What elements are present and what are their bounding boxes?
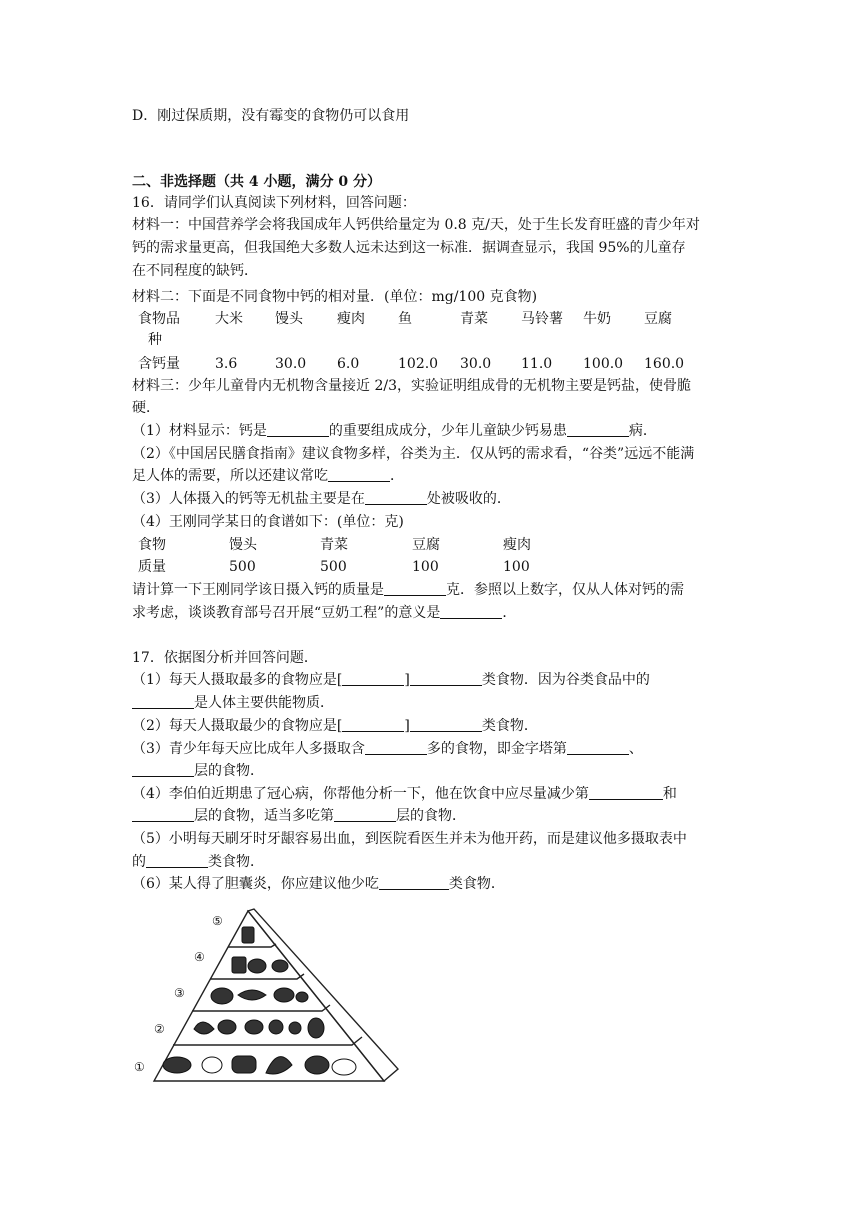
pyramid-side bbox=[248, 909, 398, 1081]
q17-part4-line1: （4）李伯伯近期患了冠心病，你帮他分析一下，他在饮食中应尽量减少第 和 bbox=[132, 786, 677, 802]
level-5-label: ⑤ bbox=[212, 914, 223, 928]
answer-blank[interactable] bbox=[132, 694, 194, 709]
food-cell: 鱼 bbox=[398, 311, 412, 327]
q17-part5-line1: （5）小明每天刷牙时牙龈容易出血，到医院看医生并未为他开药，而是建议他多摄取表中 bbox=[132, 831, 687, 847]
answer-blank[interactable] bbox=[365, 740, 427, 755]
value-cell: 100 bbox=[503, 559, 530, 575]
cup-icon bbox=[272, 960, 288, 972]
value-cell: 11.0 bbox=[521, 356, 553, 372]
food-cell: 青菜 bbox=[460, 311, 488, 327]
food-cell: 瘦肉 bbox=[337, 311, 365, 327]
q17-part6: （6）某人得了胆囊炎，你应建议他少吃 类食物． bbox=[132, 876, 505, 892]
value-cell: 100.0 bbox=[583, 356, 624, 372]
grapes-icon bbox=[308, 1018, 324, 1038]
apple-icon bbox=[269, 1020, 283, 1034]
answer-blank[interactable] bbox=[334, 807, 396, 822]
answer-blank[interactable] bbox=[146, 853, 208, 868]
egg-icon bbox=[296, 992, 308, 1002]
value-cell: 160.0 bbox=[644, 356, 685, 372]
level-1-label: ① bbox=[134, 1060, 145, 1074]
q17-part5-line2: 的 类食物． bbox=[132, 854, 264, 870]
rice-bowl-icon bbox=[332, 1059, 356, 1075]
value-cell: 30.0 bbox=[275, 356, 307, 372]
meat-icon bbox=[211, 988, 233, 1004]
food-pyramid-figure bbox=[132, 905, 402, 1097]
q16-material2: 材料二：下面是不同食物中钙的相对量．(单位：mg/100 克食物) bbox=[132, 289, 538, 305]
bean-bowl-icon bbox=[248, 959, 266, 973]
table-row-label: 食物 bbox=[138, 537, 166, 553]
q16-material1-line3: 在不同程度的缺钙． bbox=[132, 263, 258, 279]
fruit-icon bbox=[245, 1020, 263, 1034]
bun-icon bbox=[202, 1057, 222, 1073]
q16-part2-line2: 足人体的需要，所以还建议常吃 ． bbox=[132, 468, 404, 484]
q16-part4: （4）王刚同学某日的食谱如下：(单位：克) bbox=[132, 514, 404, 530]
q16-material1-line1: 材料一：中国营养学会将我国成年人钙供给量定为 0.8 克/天，处于生长发育旺盛的青少年对 bbox=[132, 217, 700, 233]
answer-blank[interactable] bbox=[567, 740, 629, 755]
q16-part3: （3）人体摄入的钙等无机盐主要是在 处被吸收的． bbox=[132, 491, 511, 507]
noodles-icon bbox=[305, 1056, 329, 1074]
q16-part1: （1）材料显示：钙是 的重要组成成分，少年儿童缺少钙易患 病． bbox=[132, 423, 657, 439]
answer-blank[interactable] bbox=[328, 467, 390, 482]
q16-part2-line1: （2）《中国居民膳食指南》建议食物多样，谷类为主．仅从钙的需求看，“谷类”远远不能满 bbox=[132, 446, 695, 462]
oil-bottle-icon bbox=[242, 927, 254, 943]
level-2-label: ② bbox=[154, 1022, 165, 1036]
orange-icon bbox=[289, 1022, 301, 1034]
q17-part3-line2: 层的食物． bbox=[132, 761, 264, 781]
level-3-label: ③ bbox=[174, 986, 185, 1000]
food-cell: 豆腐 bbox=[644, 311, 672, 327]
fish-icon bbox=[238, 990, 266, 1000]
section-title: 二、非选择题（共 4 小题，满分 0 分） bbox=[132, 174, 381, 190]
answer-blank[interactable] bbox=[379, 875, 449, 890]
food-cell: 马铃薯 bbox=[521, 311, 563, 327]
table-row-label: 质量 bbox=[138, 559, 166, 575]
q16-part4-line2: 求考虑，谈谈教育部号召开展“豆奶工程”的意义是 ． bbox=[132, 605, 517, 621]
answer-blank[interactable] bbox=[589, 785, 663, 800]
table-row-label: 含钙量 bbox=[138, 356, 180, 372]
milk-carton-icon bbox=[232, 957, 246, 973]
answer-blank[interactable] bbox=[384, 581, 446, 596]
q17-part2: （2）每天人摄取最少的食物应是[ ] 类食物． bbox=[132, 718, 538, 734]
q17-part1-line2: 是人体主要供能物质． bbox=[132, 693, 334, 713]
value-cell: 3.6 bbox=[215, 356, 238, 372]
answer-blank[interactable] bbox=[342, 671, 404, 686]
q16-material3-line2: 硬． bbox=[132, 400, 160, 416]
eggplant-icon bbox=[194, 1022, 214, 1034]
answer-blank[interactable] bbox=[567, 422, 629, 437]
food-cell: 青菜 bbox=[320, 537, 348, 553]
food-cell: 大米 bbox=[215, 311, 243, 327]
q17-part3-line1: （3）青少年每天应比成年人多摄取含 多的食物，即金字塔第 、 bbox=[132, 741, 643, 757]
q16-material1-line2: 钙的需求量更高，但我国绝大多数人远未达到这一标准．据调查显示，我国 95%的儿童存 bbox=[132, 240, 686, 256]
table-head-cont: 种 bbox=[148, 332, 162, 348]
q16-material3-line1: 材料三：少年儿童骨内无机物含量接近 2/3，实验证明组成骨的无机物主要是钙盐，使骨脆 bbox=[132, 378, 691, 394]
q16-part4-line1: 请计算一下王刚同学该日摄入钙的质量是 克．参照以上数字，仅从人体对钙的需 bbox=[132, 582, 684, 598]
q17-part1-line1: （1）每天人摄取最多的食物应是[ ] 类食物．因为谷类食品中的 bbox=[132, 672, 650, 688]
option-d: D．刚过保质期，没有霉变的食物仍可以食用 bbox=[132, 108, 410, 124]
food-cell: 馒头 bbox=[229, 537, 257, 553]
sweet-potato-icon bbox=[163, 1057, 191, 1073]
corn-icon bbox=[266, 1057, 292, 1074]
food-cell: 牛奶 bbox=[583, 311, 611, 327]
answer-blank[interactable] bbox=[410, 717, 482, 732]
answer-blank[interactable] bbox=[267, 422, 329, 437]
value-cell: 100 bbox=[412, 559, 439, 575]
q17-part4-line2: 层的食物，适当多吃第 层的食物． bbox=[132, 806, 466, 826]
answer-blank[interactable] bbox=[132, 762, 194, 777]
level-4-label: ④ bbox=[194, 950, 205, 964]
food-cell: 馒头 bbox=[275, 311, 303, 327]
answer-blank[interactable] bbox=[410, 671, 482, 686]
answer-blank[interactable] bbox=[132, 807, 194, 822]
table-head: 食物品 bbox=[138, 311, 180, 327]
cabbage-icon bbox=[218, 1020, 236, 1034]
food-cell: 瘦肉 bbox=[503, 537, 531, 553]
poultry-icon bbox=[274, 988, 294, 1002]
q17-intro: 17．依据图分析并回答问题． bbox=[132, 650, 318, 666]
answer-blank[interactable] bbox=[440, 604, 502, 619]
answer-blank[interactable] bbox=[342, 717, 404, 732]
answer-blank[interactable] bbox=[365, 490, 427, 505]
value-cell: 6.0 bbox=[337, 356, 360, 372]
value-cell: 500 bbox=[229, 559, 256, 575]
q16-intro: 16．请同学们认真阅读下列材料，回答问题： bbox=[132, 195, 416, 211]
value-cell: 30.0 bbox=[460, 356, 492, 372]
value-cell: 500 bbox=[320, 559, 347, 575]
food-cell: 豆腐 bbox=[412, 537, 440, 553]
value-cell: 102.0 bbox=[398, 356, 439, 372]
bread-icon bbox=[232, 1056, 256, 1073]
